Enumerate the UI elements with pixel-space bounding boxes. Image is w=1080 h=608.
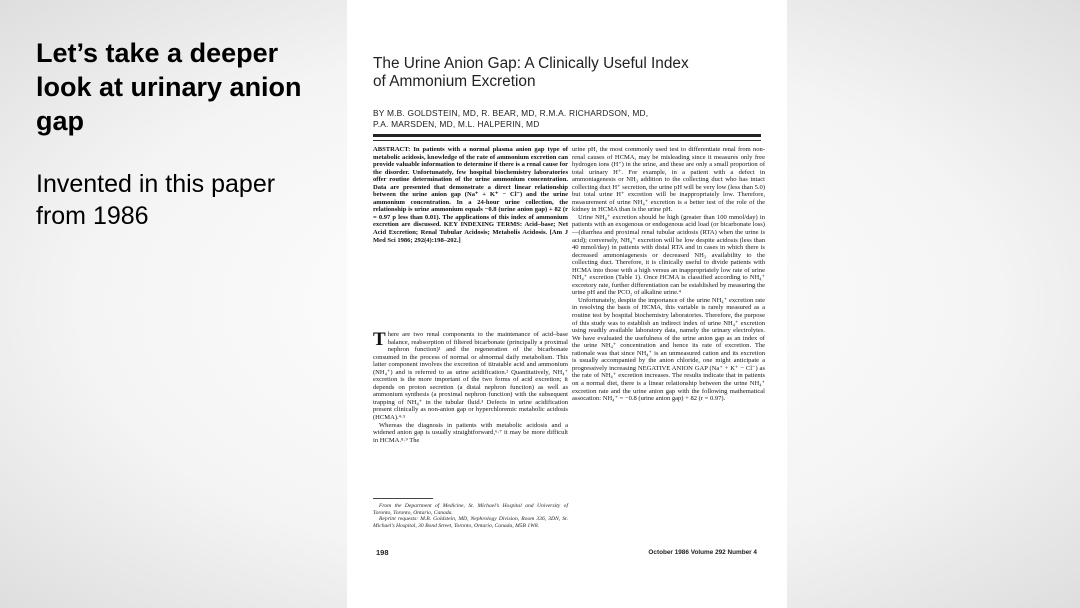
paper-authors: BY M.B. GOLDSTEIN, MD, R. BEAR, MD, R.M.A. RICHARDSON, MD, P.A. MARSDEN, MD, M.L. HALPERIN, MD	[373, 108, 649, 129]
slide-subtitle: Invented in this paper from 1986	[36, 170, 276, 230]
journal-info: October 1986 Volume 292 Number 4	[648, 549, 757, 556]
drop-cap: T	[373, 329, 386, 350]
title-rule-thick	[373, 134, 761, 137]
footnote-rule	[373, 498, 433, 499]
title-rule-thin	[373, 140, 761, 141]
right-paragraph-3: Unfortunately, despite the importance of the urine NH₄⁺ excretion rate in resolving the basis of HCMA, this variable is rarely measured as a routine test by hospital biochemistry laboratories. Therefore, the purpose of this study was to establish an indirect index of urine NH₄⁺ excretion using readily available laboratory data, namely the urinary electrolytes. We have evaluated the usefulness of the urine anion gap as an index of the urine NH₄⁺ concentration and hence its rate of excretion. The rationale was that since NH₄⁺ is an unmeasured cation and its excretion is usually accompanied by the anion chloride, one might anticipate a progressively increasing NEGATIVE ANION GAP (Na⁺ + K⁺ − Cl⁻) as the rate of NH₄⁺ excretion increases. The results indicate that in patients on a normal diet, there is a linear relationship between the urine NH₄⁺ excretion rate and the urine anion gap with the following mathematical assocation: NH₄⁺ = −0.8 (urine anion gap) + 82 (r = 0.97).	[572, 296, 765, 403]
footnote-affiliation: From the Department of Medicine, St. Michael’s Hospital and University of Toronto, Toronto, Ontario, Canada.	[373, 503, 568, 516]
page-number: 198	[376, 548, 389, 557]
body-paragraph-1	[373, 331, 568, 422]
footnote-reprints: Reprint requests: M.B. Goldstein, MD, Nephrology Division, Room 336, 3DN, St. Michael’s Hospital, 30 Bond Street, Toronto, Ontario, Canada, M5B 1W8.	[373, 516, 568, 529]
paper-title: The Urine Anion Gap: A Clinically Useful Index of Ammonium Excretion	[373, 55, 689, 90]
right-paragraph-1: urine pH, the most commonly used test to differentiate renal from non-renal causes of HCMA, may be misleading since it measures only free hydrogen ions (H⁺) in the urine, and these are only a small proportion of total urinary H⁺. For example, in a patient with a defect in ammoniagenesis or NH₃ addition to the collecting duct who has intact collecting duct H⁺ secretion, the urine pH will be very low (less than 5.0) but total urine H⁺ excretion will be inappropriately low. Therefore, measurement of urine NH₄⁺ excretion is a better test of the role of the kidney in HCMA than is the urine pH.	[572, 146, 765, 214]
right-paragraph-2: Urine NH₄⁺ excretion should be high (greater than 100 mmol/day) in patients with an exogenous or endogenous acid load (or bicarbonate loss)—(diarrhea and proximal renal tubular acidosis (RTA) when the urine is acid); conversely, NH₄⁺ excretion will be low despite acidosis (less than 40 mmol/day) in patients with distal RTA and in cases in which there is decreased ammoniagenesis or decreased NH₃ availability to the collecting duct. Therefore, it is clinically useful to divide patients with HCMA into those with a high versus an inappropriately low rate of urine NH₄⁺ excretion (Table 1). Once HCMA is classified according to NH₄⁺ excretory rate, further differentiation can be established by measuring the urine pH and the PCO₂ of alkaline urine.⁴	[572, 213, 765, 297]
body-paragraph-1-text: here are two renal components to the maintenance of acid–base balance, reabsorption of filtered bicarbonate (principally a proximal nephron function)¹ and the regeneration of the bicarbonate consumed in the process of normal or abnormal daily metabolism. This latter component involves the excretion of titratable acid and ammonium (NH₄⁺) and is referred to as urine acidification.² Quantitatively, NH₄⁺ excretion is the more important of the two forms of acid excretion; it depends on proton secretion (a distal nephron function) as well as ammonium synthesis (a proximal nephron function) with the subsequent trapping of NH₄⁺ in the tubular fluid.³ Defects in urine acidification present clinically as non-anion gap or hyperchloremic metabolic acidosis (HCMA).⁴·⁵	[373, 331, 568, 422]
abstract-block	[373, 146, 568, 244]
slide-title: Let’s take a deeper look at urinary anion gap	[36, 38, 302, 136]
abstract-text: ABSTRACT: In patients with a normal plasma anion gap type of metabolic acidosis, knowledge of the rate of ammonium excretion can provide valuable information to determine if there is a renal cause for the disorder. Unfortunately, few hospital biochemistry laboratories offer routine determination of the urine ammonium concentration. Data are presented that demonstrate a direct linear relationship between the urine anion gap (Na⁺ + K⁺ − Cl⁻) and the urine ammonium concentration. In a 24-hour urine collection, the relationship is urine ammonium equals −0.8 (urine anion gap) + 82 (r = 0.97 p less than 0.01). The applications of this index of ammonium excretion are discussed. KEY INDEXING TERMS: Acid–base; Net Acid Excretion; Renal Tubular Acidosis; Metabolis Acidosis. [Am J Med Sci 1986; 292(4):198–202.]	[373, 146, 568, 244]
body-paragraph-2: Whereas the diagnosis in patients with metabolic acidosis and a widened anion gap is usually straightforward,⁶·⁷ it may be more difficult in HCMA.⁸·⁹ The	[373, 421, 568, 444]
right-body-column	[572, 146, 765, 403]
left-body-column	[373, 331, 568, 444]
paper-page-image	[347, 0, 787, 608]
footnote	[373, 503, 568, 529]
